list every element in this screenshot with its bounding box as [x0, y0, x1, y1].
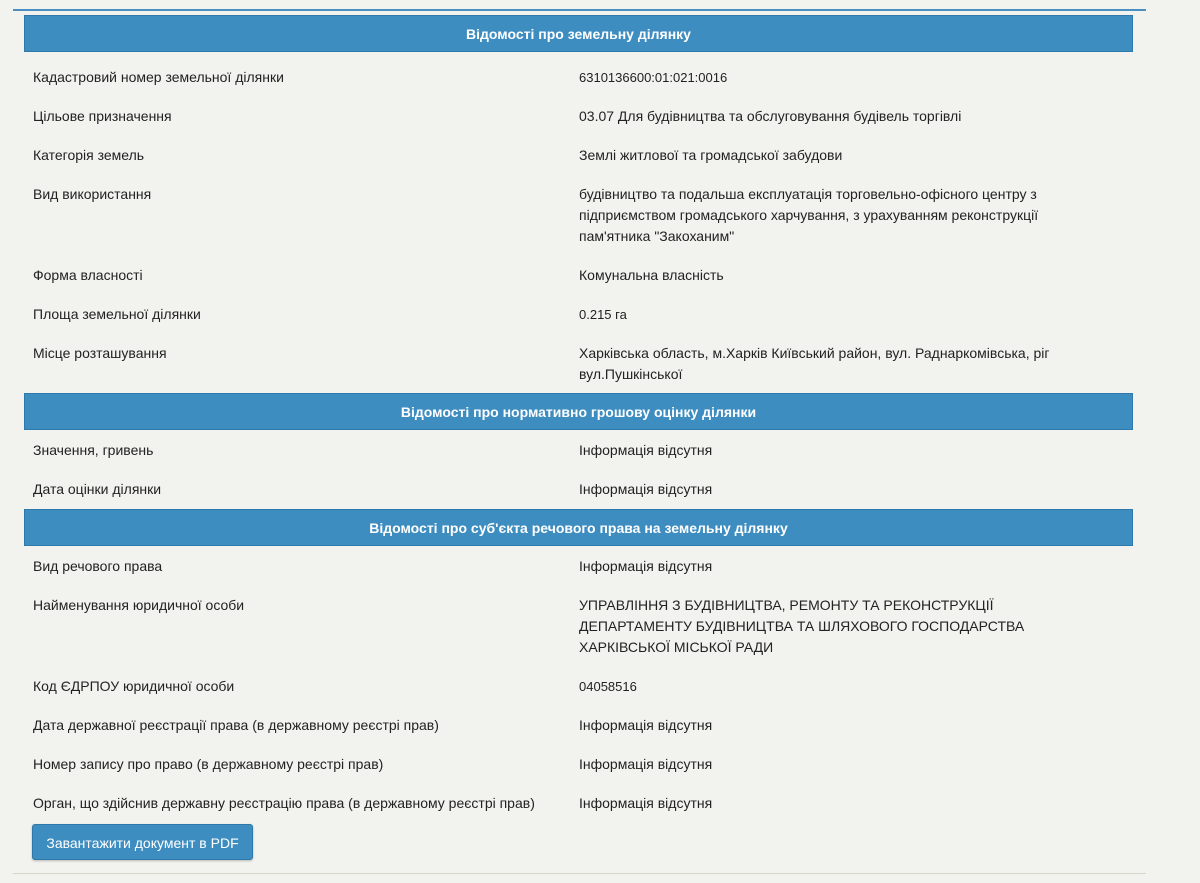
info-row-registration-date — [24, 715, 1133, 736]
info-label: Орган, що здійснив державну реєстрацію права (в державному реєстрі прав) — [33, 795, 535, 811]
info-row-usage-type — [24, 184, 1133, 247]
info-label: Дата оцінки ділянки — [33, 481, 162, 497]
info-value: Інформація відсутня — [579, 558, 713, 574]
info-label: Площа земельної ділянки — [33, 306, 201, 322]
info-label: Номер запису про право (в державному реєстрі прав) — [33, 756, 384, 772]
info-value: УПРАВЛІННЯ З БУДІВНИЦТВА, РЕМОНТУ ТА РЕКОНСТРУКЦІЇ ДЕПАРТАМЕНТУ БУДІВНИЦТВА ТА ШЛЯХОВОГО ГОСПОДАРСТВА ХАРКІВСЬКОЇ МІСЬКОЇ РАДИ — [579, 597, 1025, 655]
info-row-right-type — [24, 556, 1133, 577]
info-value: 6310136600:01:021:0016 — [579, 70, 728, 85]
info-value: Інформація відсутня — [579, 795, 713, 811]
info-label: Категорія земель — [33, 147, 145, 163]
section-header-monetary-valuation: Відомості про нормативно грошову оцінку ділянки — [24, 393, 1133, 430]
info-value: Комунальна власність — [579, 267, 724, 283]
info-row-cadastral-number — [24, 67, 1133, 88]
info-label: Код ЄДРПОУ юридичної особи — [33, 678, 235, 694]
info-row-legal-entity-name — [24, 595, 1133, 658]
info-value: Інформація відсутня — [579, 442, 713, 458]
info-row-value-uah — [24, 440, 1133, 461]
info-label: Найменування юридичної особи — [33, 597, 245, 613]
info-label: Вид речового права — [33, 558, 163, 574]
info-value: Інформація відсутня — [579, 756, 713, 772]
info-label: Форма власності — [33, 267, 143, 283]
info-row-location — [24, 343, 1133, 385]
info-value: Інформація відсутня — [579, 717, 713, 733]
info-label: Вид використання — [33, 186, 152, 202]
info-value: 0.215 га — [579, 307, 627, 322]
land-info-content — [24, 15, 1133, 814]
info-row-area — [24, 304, 1133, 325]
info-value: Інформація відсутня — [579, 481, 713, 497]
info-label: Дата державної реєстрації права (в державному реєстрі прав) — [33, 717, 439, 733]
info-row-valuation-date — [24, 479, 1133, 500]
info-label: Значення, гривень — [33, 442, 154, 458]
info-value: 03.07 Для будівництва та обслуговування будівель торгівлі — [579, 108, 962, 124]
info-row-land-category — [24, 145, 1133, 166]
info-row-registration-authority — [24, 793, 1133, 814]
section-header-land-plot: Відомості про земельну ділянку — [24, 15, 1133, 52]
info-value: Землі житлової та громадської забудови — [579, 147, 843, 163]
info-row-edrpou-code — [24, 676, 1133, 697]
info-label: Кадастровий номер земельної ділянки — [33, 69, 284, 85]
section-header-right-holder: Відомості про суб'єкта речового права на земельну ділянку — [24, 509, 1133, 546]
info-row-purpose — [24, 106, 1133, 127]
info-value: будівництво та подальша експлуатація торговельно-офісного центру з підприємством громадського харчування, з урахуванням реконструкції пам'ятника "Закоханим" — [579, 186, 1039, 244]
land-info-panel — [13, 9, 1146, 874]
info-row-record-number — [24, 754, 1133, 775]
info-value: 04058516 — [579, 679, 637, 694]
download-pdf-button[interactable]: Завантажити документ в PDF — [32, 824, 253, 860]
info-label: Цільове призначення — [33, 108, 172, 124]
info-row-ownership-form — [24, 265, 1133, 286]
info-label: Місце розташування — [33, 345, 167, 361]
info-value: Харківська область, м.Харків Київський район, вул. Раднаркомівська, ріг вул.Пушкінської — [579, 345, 1050, 382]
